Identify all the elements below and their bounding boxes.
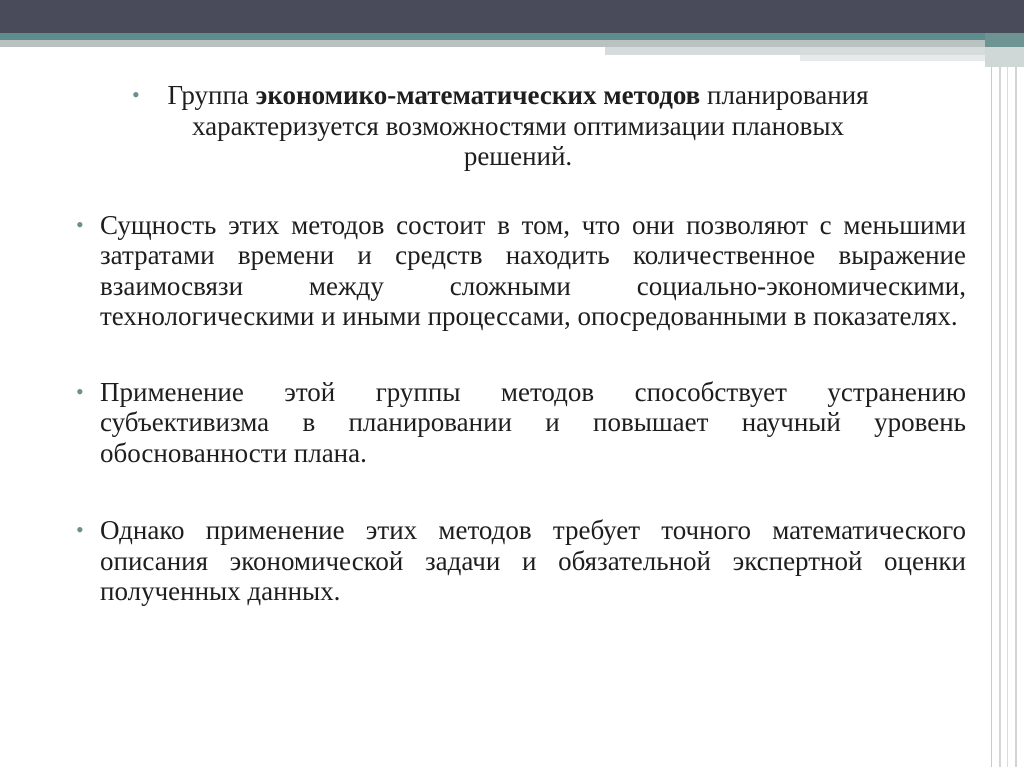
item-3-text: Применение этой группы методов способствует устранению субъективизма в планировании и повышает научный уровень обоснованности плана. bbox=[100, 376, 966, 468]
header-band-grey bbox=[0, 40, 1024, 47]
bullet-item-2 bbox=[76, 209, 966, 332]
right-corner-light bbox=[985, 47, 1024, 67]
bullet-dot-icon: • bbox=[76, 378, 84, 404]
item-1-suffix: планирования характеризуется возможностями оптимизации плановых решений. bbox=[191, 80, 869, 171]
bullet-dot-icon: • bbox=[76, 211, 84, 237]
item-1-prefix: Группа bbox=[167, 80, 256, 110]
header-band-lighter bbox=[800, 55, 985, 61]
item-4-text: Однако применение этих методов требует точного математического описания экономической задачи и обязательной экспертной оценки полученных данных. bbox=[100, 515, 966, 606]
header-band-dark bbox=[0, 0, 1024, 33]
bullet-item-3 bbox=[76, 376, 966, 469]
right-edge-panel bbox=[985, 0, 1024, 767]
bullet-item-1 bbox=[132, 80, 898, 172]
bullet-dot-icon: • bbox=[76, 517, 84, 542]
header-band-light bbox=[605, 47, 985, 55]
right-corner-dark bbox=[985, 0, 1024, 33]
slide-content bbox=[76, 80, 966, 607]
right-corner-teal bbox=[985, 33, 1024, 47]
bullet-item-4 bbox=[76, 515, 966, 607]
bullet-dot-icon: • bbox=[132, 82, 140, 107]
header-band-teal bbox=[0, 33, 1024, 40]
item-2-text: Сущность этих методов состоит в том, что они позволяют с меньшими затратами времени и средств находить количественное выражение взаимосвязи между сложными социально-экономическими, технологическими и иными процессами, опосредованными в показателях. bbox=[100, 209, 966, 331]
item-1-bold-term: экономико-математических методов bbox=[255, 80, 701, 110]
